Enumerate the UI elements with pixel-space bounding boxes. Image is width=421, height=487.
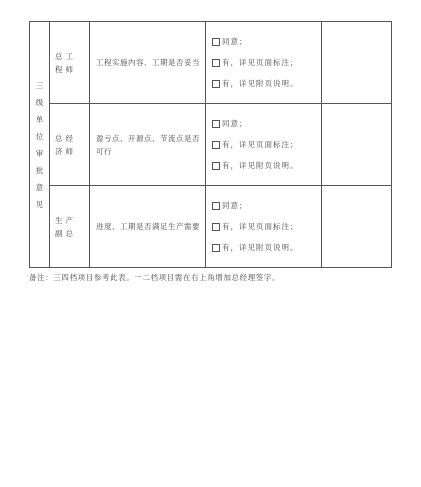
level-char: 级 <box>35 97 44 107</box>
role-label: 总工程师 <box>55 51 76 74</box>
option-agree[interactable] <box>212 195 321 216</box>
option-label: 同意； <box>222 119 248 128</box>
option-attached-notes[interactable] <box>212 155 321 176</box>
level-char: 单 <box>35 114 44 124</box>
role-label: 总经济师 <box>55 133 76 156</box>
option-label: 有，详见附页说明。 <box>222 161 299 170</box>
table-row <box>30 22 392 104</box>
role-label: 生产副总 <box>55 215 76 238</box>
footnote: 备注：三四档项目参考此表。一二档项目需在右上角增加总经理签字。 <box>29 273 281 282</box>
checkbox-icon[interactable] <box>212 120 220 128</box>
option-label: 有，详见页面标注； <box>222 140 299 149</box>
checkbox-icon[interactable] <box>212 59 220 67</box>
checkbox-icon[interactable] <box>212 202 220 210</box>
option-label: 有，详见附页说明。 <box>222 79 299 88</box>
review-content-cell <box>90 104 206 186</box>
option-attached-notes[interactable] <box>212 73 321 94</box>
option-label: 有，详见附页说明。 <box>222 243 299 252</box>
level-char: 意 <box>35 182 44 192</box>
option-label: 同意； <box>222 37 248 46</box>
option-label: 同意； <box>222 201 248 210</box>
review-content: 工程实施内容、工期是否妥当 <box>96 58 200 67</box>
review-content-cell <box>90 22 206 104</box>
approval-level-label <box>30 22 50 268</box>
checkbox-icon[interactable] <box>212 141 220 149</box>
opinion-cell <box>206 186 322 268</box>
option-label: 有，详见页面标注； <box>222 222 299 231</box>
checkbox-icon[interactable] <box>212 223 220 231</box>
role-cell <box>50 186 90 268</box>
signature-cell[interactable] <box>322 22 392 104</box>
approval-table <box>29 21 392 268</box>
checkbox-icon[interactable] <box>212 80 220 88</box>
option-agree[interactable] <box>212 113 321 134</box>
checkbox-icon[interactable] <box>212 38 220 46</box>
level-char: 批 <box>35 165 44 175</box>
option-page-notes[interactable] <box>212 216 321 237</box>
review-content: 进度、工期是否满足生产需要 <box>96 222 200 231</box>
role-cell <box>50 104 90 186</box>
signature-cell[interactable] <box>322 186 392 268</box>
checkbox-icon[interactable] <box>212 244 220 252</box>
option-agree[interactable] <box>212 31 321 52</box>
review-content: 盈亏点、开源点、节流点是否可行 <box>96 133 200 156</box>
opinion-cell <box>206 22 322 104</box>
option-page-notes[interactable] <box>212 134 321 155</box>
opinion-cell <box>206 104 322 186</box>
checkbox-icon[interactable] <box>212 162 220 170</box>
level-char: 审 <box>35 148 44 158</box>
option-attached-notes[interactable] <box>212 237 321 258</box>
level-char: 位 <box>35 131 44 141</box>
role-cell <box>50 22 90 104</box>
table-row <box>30 186 392 268</box>
review-content-cell <box>90 186 206 268</box>
option-page-notes[interactable] <box>212 52 321 73</box>
table-row <box>30 104 392 186</box>
level-char: 见 <box>35 199 44 209</box>
level-char: 三 <box>35 80 44 90</box>
signature-cell[interactable] <box>322 104 392 186</box>
option-label: 有，详见页面标注； <box>222 58 299 67</box>
